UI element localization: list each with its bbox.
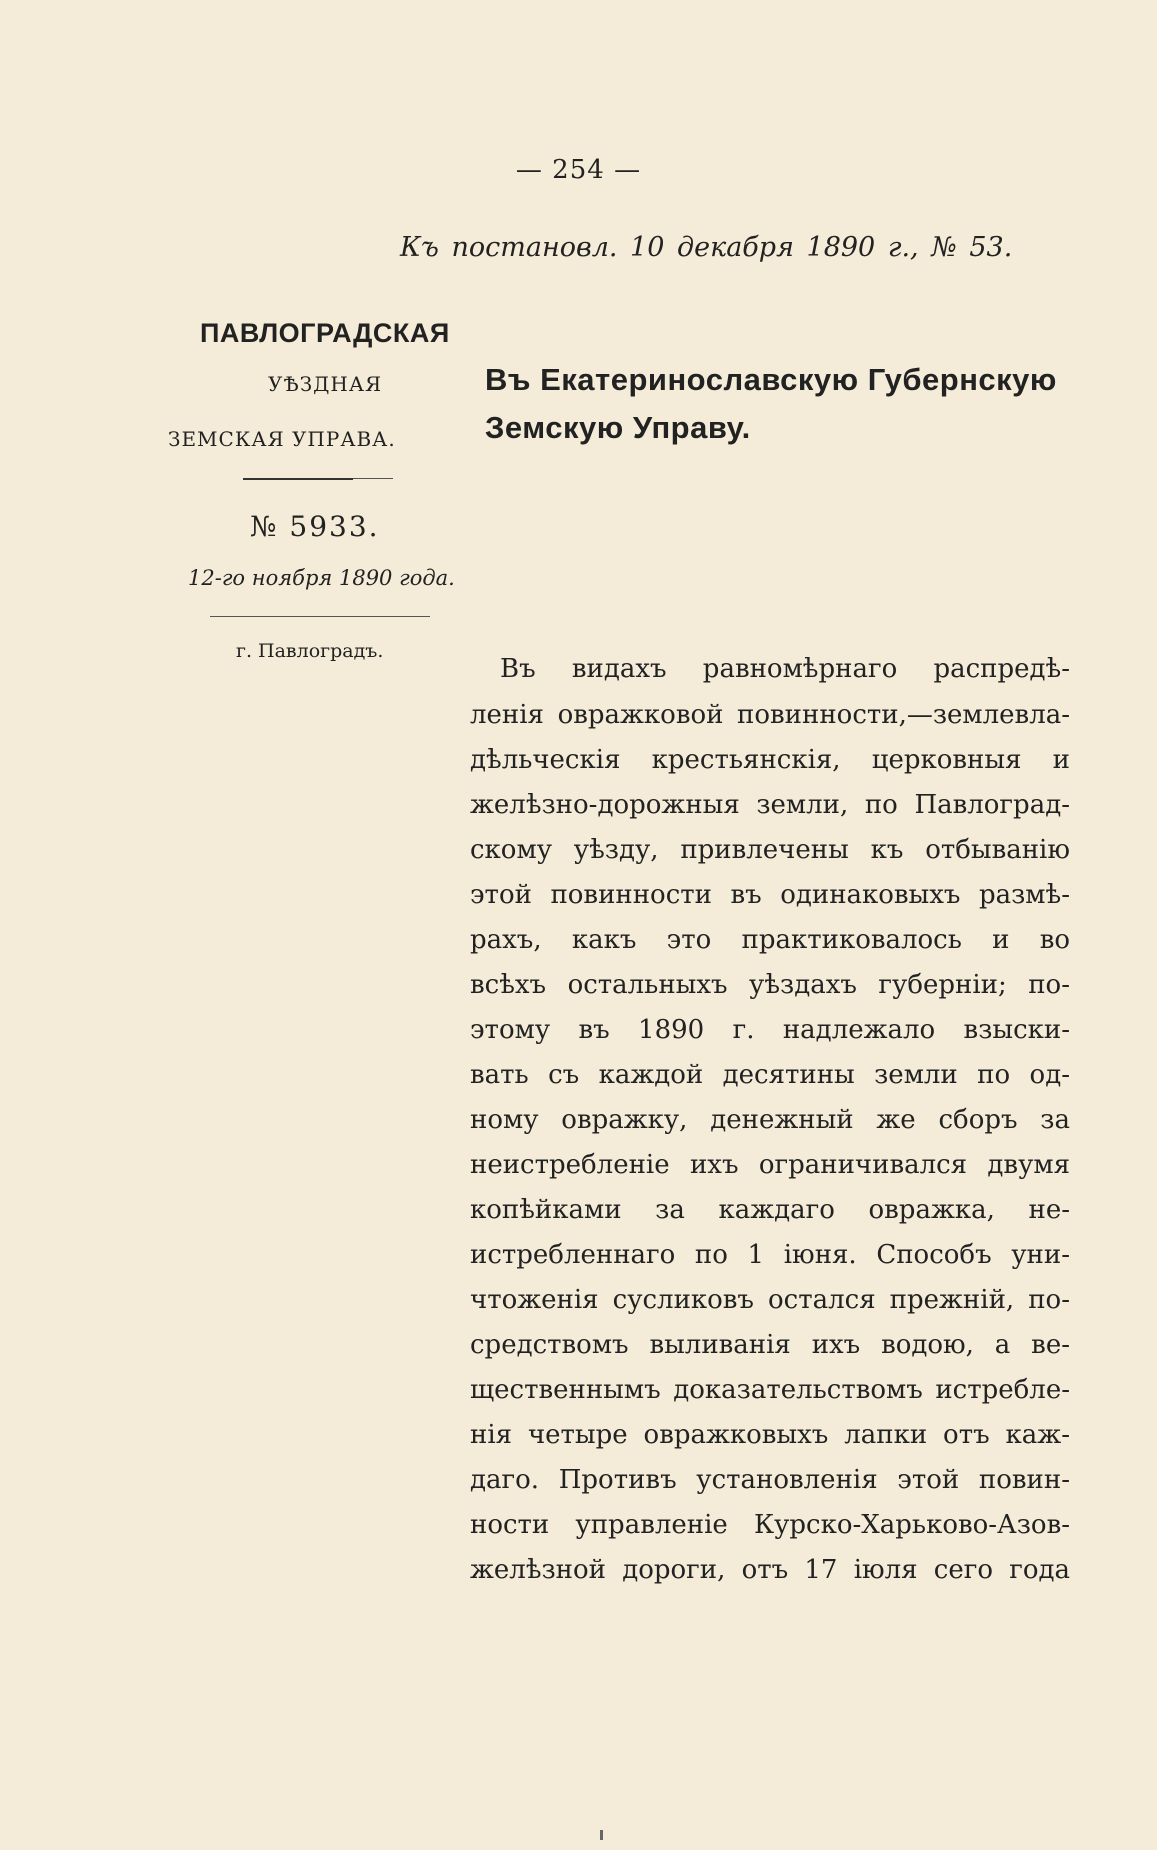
date-rule bbox=[210, 616, 430, 617]
body-line: средствомъ выливанія ихъ водою, а ве- bbox=[470, 1330, 1070, 1360]
body-line: желѣзно-дорожныя земли, по Павлоград- bbox=[470, 790, 1070, 820]
resolution-reference: Къ постановл. 10 декабря 1890 г., № 53. bbox=[400, 232, 1013, 263]
body-line: Въ видахъ равномѣрнаго распредѣ- bbox=[500, 654, 1070, 684]
sender-name: ПАВЛОГРАДСКАЯ bbox=[200, 318, 450, 348]
body-line: дѣльческія крестьянскія, церковныя и bbox=[470, 745, 1070, 775]
body-line: неистребленіе ихъ ограничивался двумя bbox=[470, 1150, 1070, 1180]
sender-line-2: УѢЗДНАЯ bbox=[268, 372, 383, 396]
body-line: скому уѣзду, привлечены къ отбыванію bbox=[470, 835, 1070, 865]
body-line: этому въ 1890 г. надлежало взыски- bbox=[470, 1015, 1070, 1045]
page-number: — 254 — bbox=[515, 155, 642, 185]
body-line: рахъ, какъ это практиковалось и во bbox=[470, 925, 1070, 955]
sender-rule bbox=[243, 478, 353, 480]
body-line: щественнымъ доказательствомъ истребле- bbox=[470, 1375, 1070, 1405]
body-line: желѣзной дороги, отъ 17 іюля сего года bbox=[470, 1555, 1070, 1585]
body-line: чтоженія сусликовъ остался прежній, по- bbox=[470, 1285, 1070, 1315]
print-mark bbox=[600, 1830, 603, 1840]
letter-date: 12-го ноября 1890 года. bbox=[188, 566, 455, 590]
outgoing-number: № 5933. bbox=[250, 510, 380, 543]
body-line: всѣхъ остальныхъ уѣздахъ губерніи; по- bbox=[470, 970, 1070, 1000]
body-line: ленія овражковой повинности,—землевла- bbox=[470, 700, 1070, 730]
body-line: вать съ каждой десятины земли по од- bbox=[470, 1060, 1070, 1090]
body-line: ному овражку, денежный же сборъ за bbox=[470, 1105, 1070, 1135]
letter-place: г. Павлоградъ. bbox=[236, 640, 384, 662]
addressee-line-2: Земскую Управу. bbox=[485, 410, 751, 445]
body-line: ности управленіе Курско-Харьково-Азов- bbox=[470, 1510, 1070, 1540]
sender-rule-tail bbox=[353, 478, 393, 479]
body-line: этой повинности въ одинаковыхъ размѣ- bbox=[470, 880, 1070, 910]
body-line: даго. Противъ установленія этой повин- bbox=[470, 1465, 1070, 1495]
body-line: копѣйками за каждаго овражка, не- bbox=[470, 1195, 1070, 1225]
body-line: истребленнаго по 1 іюня. Способъ уни- bbox=[470, 1240, 1070, 1270]
sender-line-3: ЗЕМСКАЯ УПРАВА. bbox=[168, 427, 396, 451]
addressee-line-1: Въ Екатеринославскую Губернскую bbox=[485, 362, 1057, 397]
body-line: нія четыре овражковыхъ лапки отъ каж- bbox=[470, 1420, 1070, 1450]
